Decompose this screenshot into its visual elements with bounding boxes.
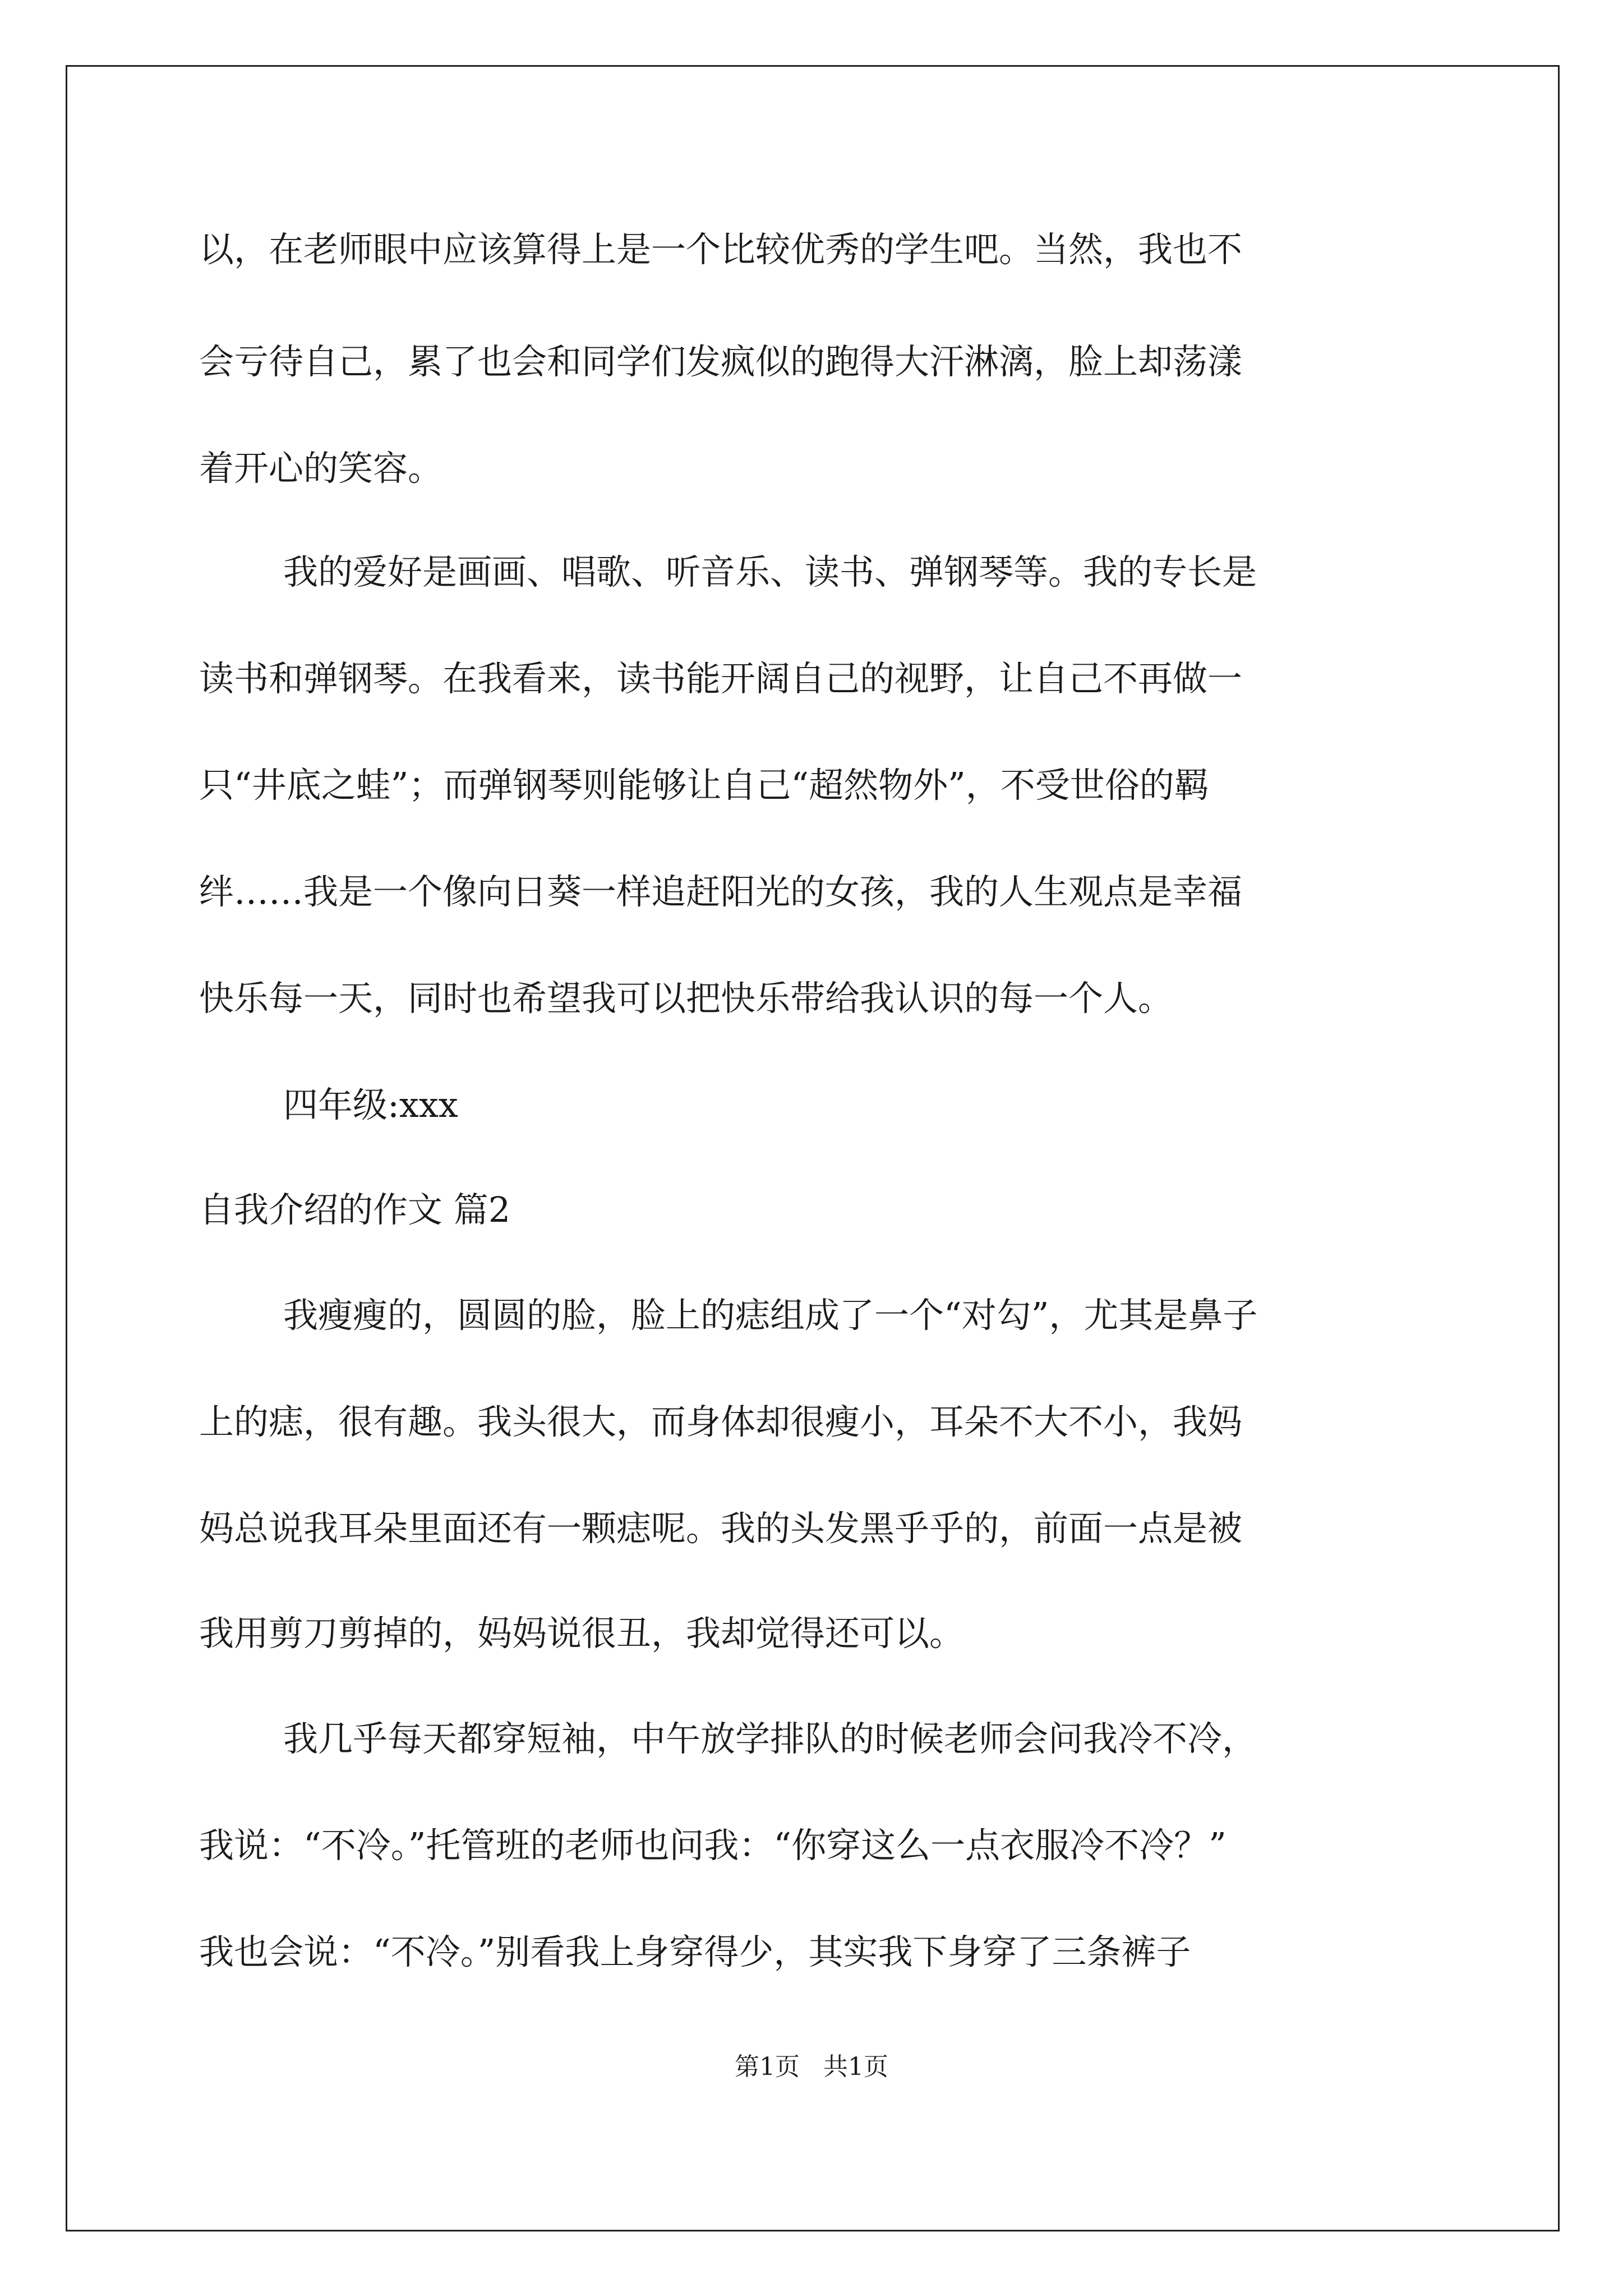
text-line: 我的爱好是画画、唱歌、听音乐、读书、弹钢琴等。我的专长是: [283, 551, 1257, 592]
text-line: 快乐每一天，同时也希望我可以把快乐带给我认识的每一个人。: [199, 978, 1173, 1019]
text-line: 读书和弹钢琴。在我看来，读书能开阔自己的视野，让自己不再做一: [199, 658, 1243, 699]
text-line: 我也会说：“不冷。”别看我上身穿得少，其实我下身穿了三条裤子: [199, 1931, 1191, 1972]
text-line: 以，在老师眼中应该算得上是一个比较优秀的学生吧。当然，我也不: [199, 229, 1243, 270]
text-line: 只“井底之蛙”；而弹钢琴则能够让自己“超然物外”，不受世俗的羁: [199, 765, 1209, 806]
text-line: 妈总说我耳朵里面还有一颗痣呢。我的头发黑乎乎的，前面一点是被: [199, 1508, 1243, 1549]
text-line: 我瘦瘦的，圆圆的脸，脸上的痣组成了一个“对勾”，尤其是鼻子: [283, 1295, 1258, 1336]
text-line: 我几乎每天都穿短袖，中午放学排队的时候老师会问我冷不冷，: [283, 1718, 1257, 1759]
text-line: 我说：“不冷。”托管班的老师也问我：“你穿这么一点衣服冷不冷？”: [199, 1825, 1227, 1866]
page-border: [66, 65, 1560, 2231]
text-line: 四年级:xxx: [283, 1084, 458, 1125]
text-line: 会亏待自己，累了也会和同学们发疯似的跑得大汗淋漓，脸上却荡漾: [199, 341, 1243, 382]
text-line: 我用剪刀剪掉的，妈妈说很丑，我却觉得还可以。: [199, 1613, 965, 1654]
text-line: 上的痣，很有趣。我头很大，而身体却很瘦小，耳朵不大不小，我妈: [199, 1401, 1243, 1442]
text-line: 绊……我是一个像向日葵一样追赶阳光的女孩，我的人生观点是幸福: [199, 871, 1243, 912]
text-line: 着开心的笑容。: [199, 448, 443, 489]
section-heading: 自我介绍的作文 篇2: [199, 1189, 511, 1230]
page-footer: 第1页 共1页: [735, 2053, 888, 2081]
